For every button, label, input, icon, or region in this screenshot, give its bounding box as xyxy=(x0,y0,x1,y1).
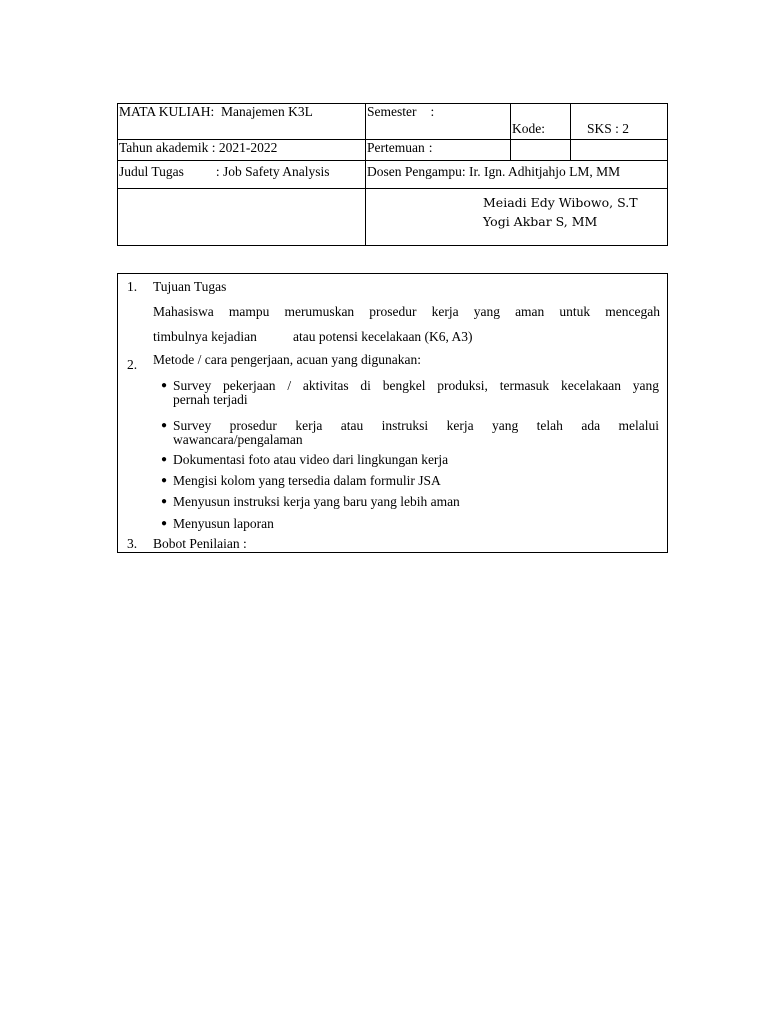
blank-left-cell xyxy=(118,189,366,246)
item-line2: wawancara/pengalaman xyxy=(173,432,303,447)
bullet-icon: ● xyxy=(161,496,168,507)
lecturer-extra-cell xyxy=(366,189,668,246)
meeting-cell xyxy=(366,140,511,161)
course-header-table xyxy=(117,103,668,246)
semester-label: Semester xyxy=(367,104,417,119)
lecturer-3: Yogi Akbar S, MM xyxy=(483,214,598,229)
section-1-paragraph-line1: Mahasiswa mampu merumuskan prosedur kerja yang aman untuk mencegah xyxy=(153,304,660,319)
semester-cell xyxy=(366,104,511,140)
meeting-colon: : xyxy=(428,140,433,155)
lecturer-label: Dosen Pengampu: xyxy=(367,164,466,179)
item-line1: Menyusun instruksi kerja yang baru yang lebih aman xyxy=(173,494,460,509)
bullet-icon: ● xyxy=(161,454,168,465)
course-cell xyxy=(118,104,366,140)
item-line2: pernah terjadi xyxy=(173,392,248,407)
section-2-title: Metode / cara pengerjaan, acuan yang digunakan: xyxy=(153,352,422,367)
section-1-paragraph-line2a: timbulnya kejadian xyxy=(153,329,257,344)
kode-cell xyxy=(511,104,571,140)
section-1-number: 1. xyxy=(127,279,138,294)
item-line1: Dokumentasi foto atau video dari lingkungan kerja xyxy=(173,452,449,467)
lecturer-1: Ir. Ign. Adhitjahjo LM, MM xyxy=(469,164,621,179)
section-1-paragraph-line2b: atau potensi kecelakaan (K6, A3) xyxy=(293,329,473,344)
kode-label: Kode: xyxy=(512,121,545,136)
section-2-number: 2. xyxy=(127,357,138,372)
meeting-sks-blank xyxy=(571,140,668,161)
item-line1: Survey pekerjaan / aktivitas di bengkel produksi, termasuk kecelakaan yang xyxy=(173,378,659,393)
section-3-title: Bobot Penilaian : xyxy=(153,536,247,551)
assignment-box xyxy=(117,273,668,553)
section-3-number: 3. xyxy=(127,536,138,551)
bullet-icon: ● xyxy=(161,518,168,529)
year-label: Tahun akademik : 2021-2022 xyxy=(119,140,278,155)
task-cell xyxy=(118,161,366,189)
year-cell xyxy=(118,140,366,161)
bullet-icon: ● xyxy=(161,380,168,391)
lecturer-2: Meiadi Edy Wibowo, S.T xyxy=(483,195,638,210)
sks-cell xyxy=(571,104,668,140)
semester-colon: : xyxy=(430,104,435,119)
task-label: Judul Tugas xyxy=(119,164,184,179)
course-value: Manajemen K3L xyxy=(221,104,313,119)
item-line1: Survey prosedur kerja atau instruksi kerja yang telah ada melalui xyxy=(173,418,659,433)
bullet-icon: ● xyxy=(161,475,168,486)
item-line1: Mengisi kolom yang tersedia dalam formulir JSA xyxy=(173,473,441,488)
meeting-kode-blank xyxy=(511,140,571,161)
lecturer-cell xyxy=(366,161,668,189)
meeting-label: Pertemuan xyxy=(367,140,425,155)
task-value: : Job Safety Analysis xyxy=(215,164,330,179)
sks-label: SKS : 2 xyxy=(587,121,630,136)
section-1-title: Tujuan Tugas xyxy=(153,279,227,294)
item-line1: Menyusun laporan xyxy=(173,516,274,531)
course-label: MATA KULIAH: xyxy=(119,104,215,119)
bullet-icon: ● xyxy=(161,420,168,431)
